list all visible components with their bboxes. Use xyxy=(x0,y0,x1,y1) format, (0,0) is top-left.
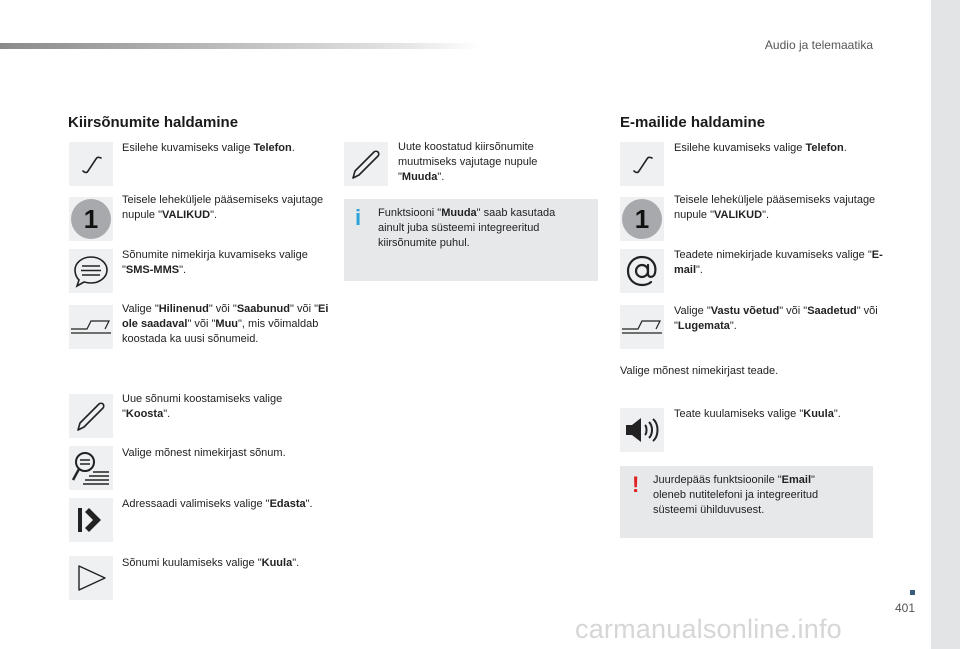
left-step-8-text: Sõnumi kuulamiseks valige "Kuula". xyxy=(122,557,300,569)
search-list-icon xyxy=(69,446,113,490)
phone-handset-icon xyxy=(620,142,664,186)
warning-note xyxy=(620,466,873,538)
play-triangle-icon xyxy=(69,556,113,600)
phone-handset-icon xyxy=(69,142,113,186)
right-heading: E-mailide haldamine xyxy=(620,114,766,131)
right-listen-text: Teate kuulamiseks valige "Kuula". xyxy=(674,408,841,420)
left-step-7-text: Adressaadi valimiseks valige "Edasta". xyxy=(122,498,313,510)
info-icon: i xyxy=(355,205,362,230)
page-number: 401 xyxy=(895,601,916,615)
number-one-badge xyxy=(69,197,113,241)
speaker-icon xyxy=(620,408,664,452)
left-step-5-text: Uue sõnumi koostamiseks valige "Koosta". xyxy=(122,393,283,420)
left-step-4-text: Valige "Hilinenud" või "Saabunud" või "Ei ole saadaval" või "Muu", mis võimaldab koostada ka uusi sõnumeid. xyxy=(122,303,329,345)
warning-icon: ! xyxy=(632,472,640,497)
left-step-3-text: Sõnumite nimekirja kuvamiseks valige "SMS-MMS". xyxy=(122,249,308,276)
middle-step-text: Uute koostatud kiirsõnumite muutmiseks vajutage nupule "Muuda". xyxy=(398,141,538,183)
right-step-4-text: Valige "Vastu võetud" või "Saadetud" või "Lugemata". xyxy=(674,305,878,332)
number-one-badge xyxy=(620,197,664,241)
info-note xyxy=(344,199,598,281)
page-side-strip xyxy=(931,0,960,649)
pencil-icon xyxy=(69,394,113,438)
header-gradient-bar xyxy=(0,43,480,49)
right-plain-text: Valige mõnest nimekirjast teade. xyxy=(620,365,779,377)
badge-number: 1 xyxy=(634,204,650,234)
tab-button-icon xyxy=(69,305,113,349)
right-step-1-text: Esilehe kuvamiseks valige Telefon. xyxy=(674,142,847,154)
left-heading: Kiirsõnumite haldamine xyxy=(68,114,239,131)
left-step-1-text: Esilehe kuvamiseks valige Telefon. xyxy=(122,142,295,154)
forward-arrow-icon xyxy=(69,498,113,542)
message-bubble-icon xyxy=(69,249,113,293)
left-step-6-text: Valige mõnest nimekirjast sõnum. xyxy=(122,447,286,459)
at-sign-icon xyxy=(620,249,664,293)
section-title: Audio ja telemaatika xyxy=(764,38,873,52)
watermark: carmanualsonline.info xyxy=(575,614,842,644)
info-note-text: Funktsiooni "Muuda" saab kasutada ainult juba süsteemi integreeritud kiirsõnumite puhul. xyxy=(378,207,556,249)
pencil-icon xyxy=(344,142,388,186)
badge-number: 1 xyxy=(83,204,99,234)
right-step-3-text: Teadete nimekirjade kuvamiseks valige "E-mail". xyxy=(674,249,883,276)
tab-button-icon xyxy=(620,305,664,349)
left-step-2-text: Teisele leheküljele pääsemiseks vajutage nupule "VALIKUD". xyxy=(122,194,324,221)
warning-note-text: Juurdepääs funktsioonile "Email" oleneb nutitelefoni ja integreeritud süsteemi ühilduvusest. xyxy=(653,474,819,516)
right-step-2-text: Teisele leheküljele pääsemiseks vajutage nupule "VALIKUD". xyxy=(674,194,876,221)
page-marker-dot xyxy=(910,590,915,595)
